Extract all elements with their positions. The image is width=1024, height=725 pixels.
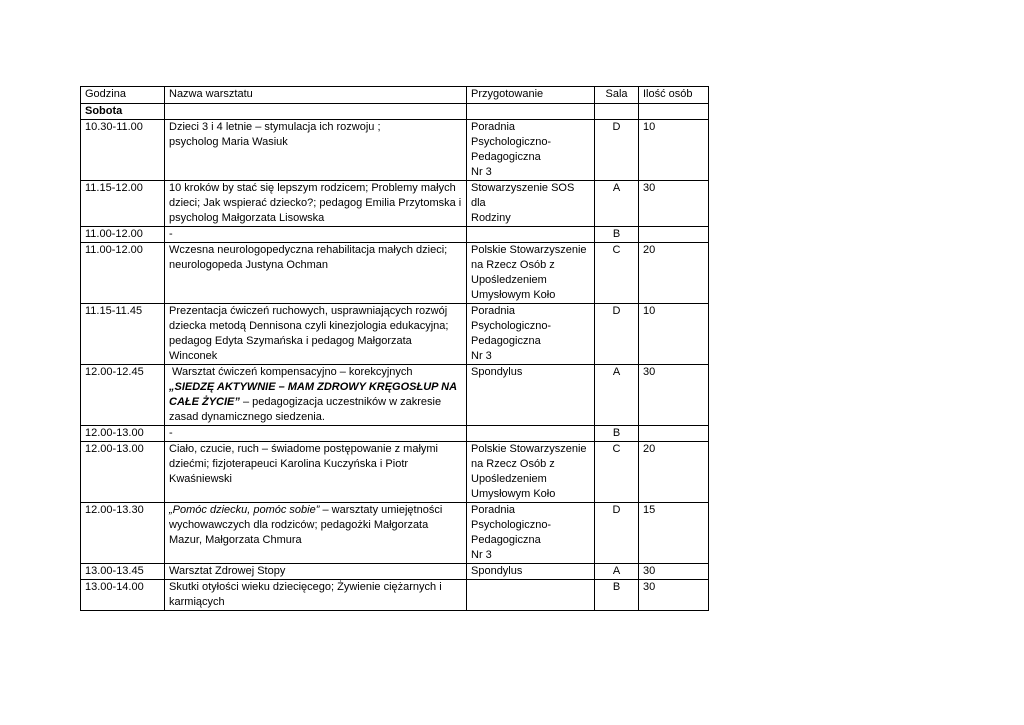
- cell-name: [165, 120, 467, 181]
- prep-line: Rodziny: [471, 212, 511, 224]
- cell-prep: [467, 564, 595, 580]
- name-line: Skutki otyłości wieku dziecięcego; Żywienie ciężarnych i: [169, 581, 442, 593]
- table-row: [81, 304, 709, 365]
- cell-time: 10.30-11.00: [81, 120, 165, 181]
- name-line: neurologopeda Justyna Ochman: [169, 259, 328, 271]
- table-row: [81, 365, 709, 426]
- cell-prep: [467, 227, 595, 243]
- name-title-part: „Pomóc dziecku, pomóc sobie”: [169, 504, 320, 516]
- cell-prep: [467, 503, 595, 564]
- table-row: [81, 580, 709, 611]
- table-row: [81, 243, 709, 304]
- table-row: [81, 426, 709, 442]
- cell-room: B: [595, 580, 639, 611]
- cell-room: D: [595, 503, 639, 564]
- name-line: karmiących: [169, 596, 225, 608]
- prep-line: Nr 3: [471, 166, 492, 178]
- cell-count: 10: [639, 120, 709, 181]
- cell-time: 12.00-13.00: [81, 426, 165, 442]
- name-line: -: [169, 228, 173, 240]
- prep-line: Pedagogiczna: [471, 534, 541, 546]
- name-line: Prezentacja ćwiczeń ruchowych, usprawniających rozwój: [169, 305, 448, 317]
- table-row: [81, 503, 709, 564]
- name-line: dzieci; Jak wspierać dziecko?; pedagog Emilia Przytomska i: [169, 197, 462, 209]
- cell-count: [639, 426, 709, 442]
- table-row: [81, 442, 709, 503]
- name-rest-part: – warsztaty umiejętności: [319, 504, 443, 516]
- cell-count: 30: [639, 580, 709, 611]
- prep-line: Psychologiczno-: [471, 136, 552, 148]
- day-empty-cell: [639, 104, 709, 120]
- cell-name: [165, 181, 467, 227]
- cell-time: 12.00-13.00: [81, 442, 165, 503]
- cell-count: 10: [639, 304, 709, 365]
- prep-line: Spondylus: [471, 565, 523, 577]
- name-line: dziecka metodą Dennisona czyli kinezjologia edukacyjna;: [169, 320, 449, 332]
- cell-count: 30: [639, 365, 709, 426]
- cell-name: [165, 227, 467, 243]
- cell-time: 12.00-12.45: [81, 365, 165, 426]
- cell-name: [165, 243, 467, 304]
- prep-line: Poradnia: [471, 305, 516, 317]
- name-line: -: [169, 427, 173, 439]
- prep-line: Psychologiczno-: [471, 320, 552, 332]
- name-line: [169, 503, 462, 518]
- header-room: Sala: [595, 87, 639, 104]
- prep-line: Poradnia: [471, 121, 516, 133]
- cell-prep: [467, 426, 595, 442]
- name-line: wychowawczych dla rodziców; pedagożki Małgorzata: [169, 519, 429, 531]
- name-title-line: „SIEDZĘ AKTYWNIE – MAM ZDROWY KRĘGOSŁUP NA: [169, 381, 458, 393]
- day-row: [81, 104, 709, 120]
- prep-line: Pedagogiczna: [471, 335, 541, 347]
- name-line: dziećmi; fizjoterapeuci Karolina Kuczyńska i Piotr: [169, 458, 409, 470]
- cell-prep: [467, 580, 595, 611]
- prep-line: Nr 3: [471, 549, 492, 561]
- table-row: [81, 181, 709, 227]
- cell-name: [165, 365, 467, 426]
- prep-line: Stowarzyszenie SOS dla: [471, 182, 575, 209]
- name-line: psycholog Maria Wasiuk: [169, 136, 288, 148]
- table-row: [81, 227, 709, 243]
- day-empty-cell: [165, 104, 467, 120]
- name-rest-part: – pedagogizacja uczestników w zakresie: [239, 396, 442, 408]
- header-count: Ilość osób: [639, 87, 709, 104]
- cell-room: C: [595, 243, 639, 304]
- name-line: Mazur, Małgorzata Chmura: [169, 534, 302, 546]
- cell-room: A: [595, 564, 639, 580]
- cell-room: B: [595, 227, 639, 243]
- cell-room: C: [595, 442, 639, 503]
- header-name: Nazwa warsztatu: [165, 87, 467, 104]
- name-line: Winconek: [169, 350, 218, 362]
- cell-count: 20: [639, 442, 709, 503]
- prep-line: Upośledzeniem: [471, 274, 547, 286]
- name-line: Kwaśniewski: [169, 473, 232, 485]
- cell-name: [165, 304, 467, 365]
- table-row: [81, 564, 709, 580]
- prep-line: Psychologiczno-: [471, 519, 552, 531]
- name-line: Dzieci 3 i 4 letnie – stymulacja ich rozwoju ;: [169, 121, 381, 133]
- prep-line: Spondylus: [471, 366, 523, 378]
- cell-count: 30: [639, 564, 709, 580]
- prep-line: na Rzecz Osób z: [471, 259, 555, 271]
- cell-time: 11.15-11.45: [81, 304, 165, 365]
- header-time: Godzina: [81, 87, 165, 104]
- day-empty-cell: [595, 104, 639, 120]
- cell-room: D: [595, 304, 639, 365]
- prep-line: Nr 3: [471, 350, 492, 362]
- prep-line: Pedagogiczna: [471, 151, 541, 163]
- cell-name: [165, 580, 467, 611]
- workshop-schedule-table: [80, 86, 709, 611]
- prep-line: Polskie Stowarzyszenie: [471, 244, 587, 256]
- prep-line: Poradnia: [471, 504, 516, 516]
- prep-line: Umysłowym Koło: [471, 488, 556, 500]
- prep-line: Polskie Stowarzyszenie: [471, 443, 587, 455]
- name-line: pedagog Edyta Szymańska i pedagog Małgorzata: [169, 335, 412, 347]
- cell-room: D: [595, 120, 639, 181]
- cell-room: A: [595, 365, 639, 426]
- cell-prep: [467, 442, 595, 503]
- cell-count: 30: [639, 181, 709, 227]
- name-line: 10 kroków by stać się lepszym rodzicem; Problemy małych: [169, 182, 456, 194]
- cell-time: 11.15-12.00: [81, 181, 165, 227]
- cell-time: 12.00-13.30: [81, 503, 165, 564]
- schedule-sheet: [80, 86, 708, 611]
- name-line: Warsztat Zdrowej Stopy: [169, 565, 286, 577]
- cell-name: [165, 503, 467, 564]
- table-row: [81, 120, 709, 181]
- name-line: Warsztat ćwiczeń kompensacyjno – korekcyjnych: [169, 366, 413, 378]
- cell-room: B: [595, 426, 639, 442]
- name-title-part: CAŁE ŻYCIE”: [169, 396, 240, 408]
- cell-count: 15: [639, 503, 709, 564]
- name-line: [169, 395, 462, 410]
- day-label: Sobota: [81, 104, 165, 120]
- name-line: psycholog Małgorzata Lisowska: [169, 212, 325, 224]
- name-line: Ciało, czucie, ruch – świadome postępowanie z małymi: [169, 443, 439, 455]
- header-prep: Przygotowanie: [467, 87, 595, 104]
- table-header-row: [81, 87, 709, 104]
- cell-time: 13.00-14.00: [81, 580, 165, 611]
- cell-prep: [467, 181, 595, 227]
- cell-count: [639, 227, 709, 243]
- cell-prep: [467, 365, 595, 426]
- prep-line: na Rzecz Osób z: [471, 458, 555, 470]
- cell-prep: [467, 120, 595, 181]
- name-line: Wczesna neurologopedyczna rehabilitacja małych dzieci;: [169, 244, 448, 256]
- prep-line: Umysłowym Koło: [471, 289, 556, 301]
- cell-prep: [467, 304, 595, 365]
- cell-room: A: [595, 181, 639, 227]
- cell-time: 11.00-12.00: [81, 227, 165, 243]
- cell-time: 11.00-12.00: [81, 243, 165, 304]
- cell-name: [165, 564, 467, 580]
- name-line: zasad dynamicznego siedzenia.: [169, 411, 325, 423]
- cell-prep: [467, 243, 595, 304]
- cell-time: 13.00-13.45: [81, 564, 165, 580]
- cell-count: 20: [639, 243, 709, 304]
- day-empty-cell: [467, 104, 595, 120]
- cell-name: [165, 442, 467, 503]
- cell-name: [165, 426, 467, 442]
- prep-line: Upośledzeniem: [471, 473, 547, 485]
